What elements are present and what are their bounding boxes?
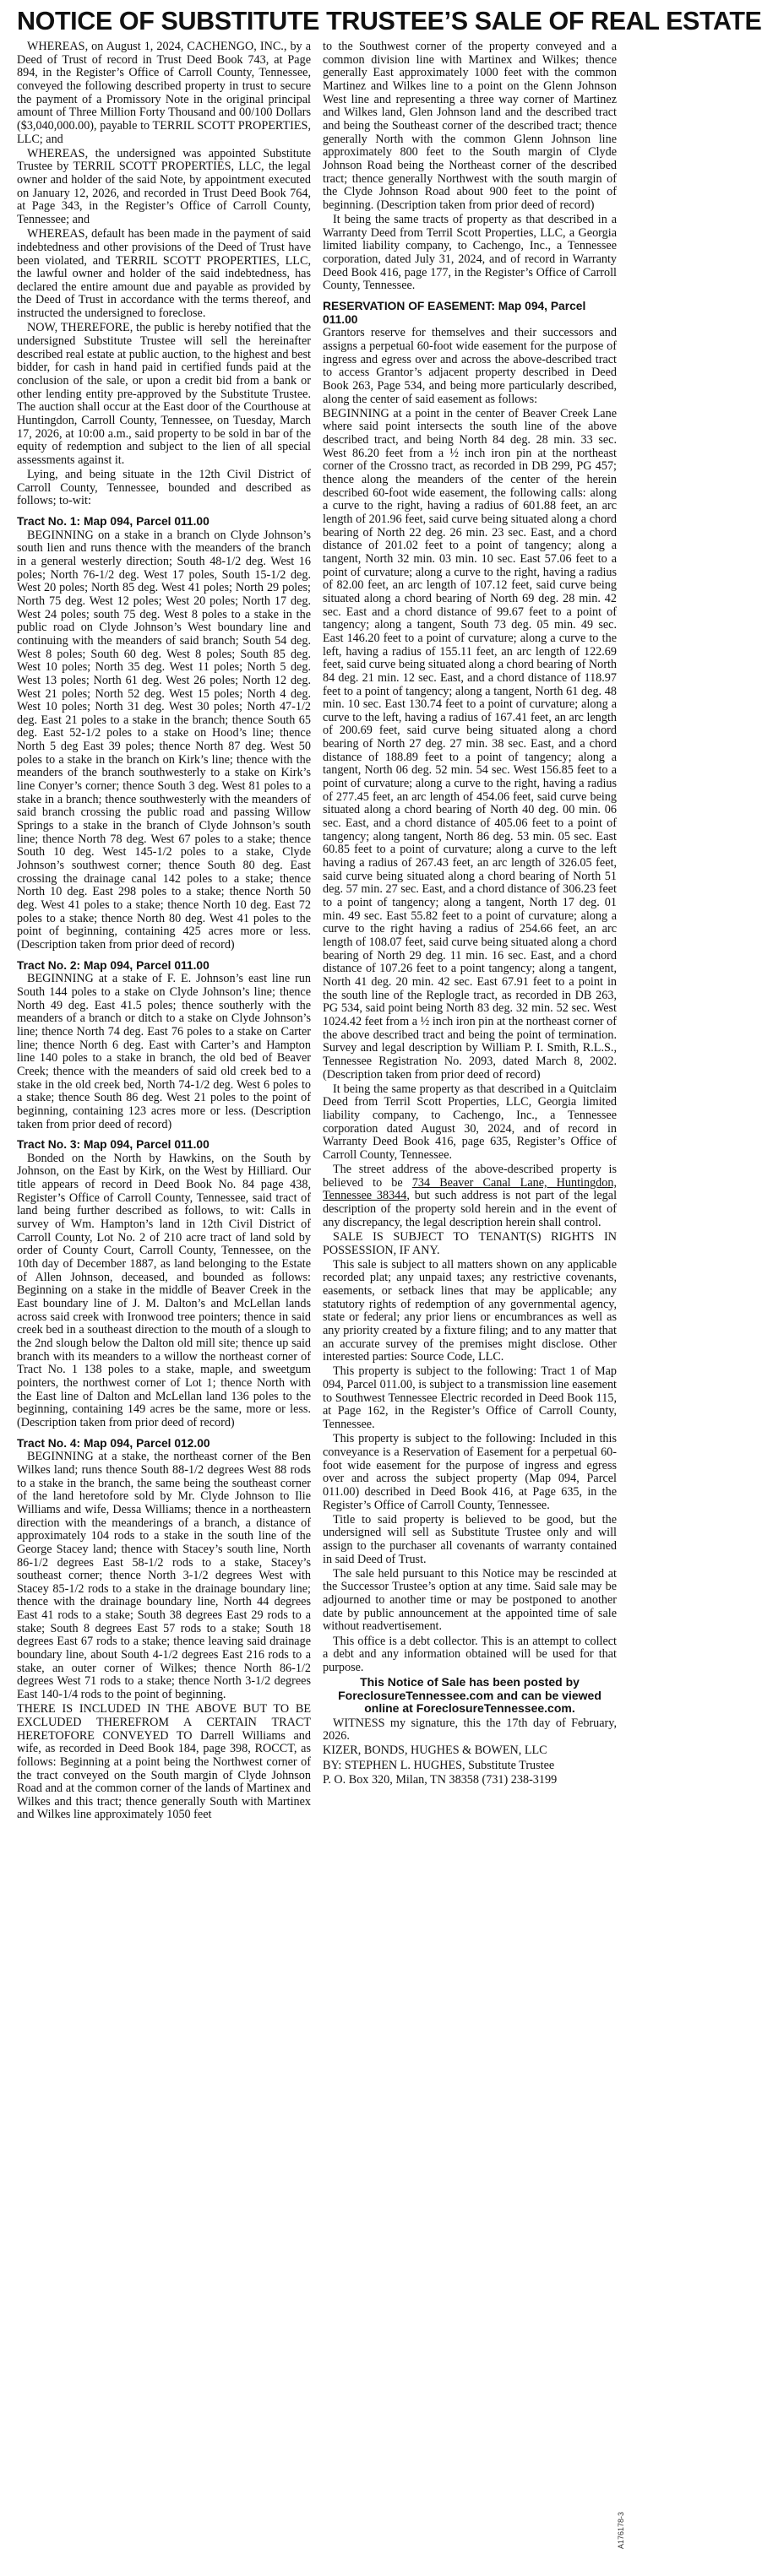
- body-paragraph: It being the same property as that described in a Quitclaim Deed from Terril Scott Properties, LLC, Georgia limited liability company, to Cachengo, Inc., a Tennessee corporation dated August 30, 2024, and of record in Warranty Deed Book 416, page 635, Register’s Office of Carroll County, Tennessee.: [323, 1082, 617, 1162]
- ad-slug-number: A176178-3: [617, 2511, 625, 2550]
- body-paragraph: Bonded on the North by Hawkins, on the South by Johnson, on the East by Kirk, on the West by Hilliard. Our title appears of record in Deed Book No. 84 page 438, Register’s Office of Carroll County, Tennessee, said tract of land being further described as follows, to wit: Calls in survey of Wm. Hampton’s land in 12th Civil District of Carroll County, Lot No. 2 of 210 acre tract of land sold by order of County Court, Carroll County, Tennessee, on the 10th day of December 1887, as land belonging to the Estate of Allen Johnson, deceased, and bounded as follows: Beginning on a stake in the middle of Beaver Creek in the East boundary line of J. M. Dalton’s and McLellan lands across said creek with Ironwood tree pointers; thence in said creek bed in a southeast direction to the mouth of a slough to the 2nd slough below the Dalton old mill site; thence up said branch with its meanders to a willow the northeast corner of Tract No. 1 138 poles to a stake, maple, and sweetgum pointers, the northwest corner of Lot 1; thence North with the East line of Dalton and McLellan land 136 poles to the beginning, containing 149 acres be the same, more or less. (Description taken from prior deed of record): [17, 1151, 311, 1429]
- body-paragraph: BEGINNING at a point in the center of Beaver Creek Lane where said point intersects the south line of the above described tract, and being North 84 deg. 28 min. 33 sec. West 86.20 feet from a ½ inch iron pin at the northeast corner of the Crossno tract, as recorded in DB 299, PG 457; thence along the meanders of the center of the herein described 60-foot wide easement, the following calls: along a curve to the right, having a radius of 601.88 feet, an arc length of 201.96 feet, said curve being situated along a chord bearing of North 22 deg. 26 min. 23 sec. East, and a chord distance of 201.02 feet to a point of tangency; along a tangent, North 32 min. 03 min. 10 sec. East 57.06 feet to a point of curvature; along a curve to the right, having a radius of 82.00 feet, an arc length of 107.12 feet, said curve being situated along a chord bearing of North 69 deg. 28 min. 42 sec. East and a chord distance of 99.67 feet to a point of tangency; along a tangent, South 73 deg. 05 min. 49 sec. East 146.20 feet to a point of curvature; along a curve to the left, having a radius of 155.11 feet, an arc length of 122.69 feet, said curve being situated along a chord bearing of North 84 deg. 21 min. 12 sec. East, and a chord distance of 118.97 feet to a point of tangency; along a tangent, North 61 deg. 48 min. 10 sec. East 130.74 feet to a point of curvature; along a curve to the left, having a radius of 167.41 feet, an arc length of 200.69 feet, said curve being situated along a chord bearing of North 27 deg. 27 min. 38 sec. East, and a chord distance of 188.89 feet to a point of tangency; along a tangent, North 06 deg. 52 min. 54 sec. West 156.85 feet to a point of curvature; along a curve to the right, having a radius of 277.45 feet, an arc length of 454.06 feet, said curve being situated along a chord bearing of North 40 deg. 00 min. 06 sec. East, and a chord distance of 405.06 feet to a point of tangency; along tangent, North 86 deg. 53 min. 05 sec. East 60.85 feet to a point of curvature; along a curve to the left having a radius of 267.43 feet, an arc length of 326.05 feet, said curve being situated along a chord bearing of North 51 deg. 57 min. 27 sec. East, and a chord distance of 306.23 feet to a point of tangency; along a tangent, North 17 deg. 01 min. 49 sec. East 55.82 feet to a point of curvature; along a curve to the right having a radius of 254.66 feet, an arc length of 108.07 feet, said curve being situated along a chord bearing of North 29 deg. 11 min. 16 sec. East, and a chord distance of 107.26 feet to a point tangency; along a tangent, North 41 deg. 20 min. 42 sec. East 67.91 feet to a point in the south line of the Replogle tract, as recorded in DB 263, PG 534, said point being North 83 deg. 32 min. 52 sec. West 1024.42 feet from a ½ inch iron pin at the northeast corner of the above described tract and being the point of termination. Survey and legal description by William P. I. Smith, R.L.S., Tennessee Registration No. 2093, dated March 8, 2002. (Description taken from prior deed of record): [323, 406, 617, 1082]
- body-paragraph: THERE IS INCLUDED IN THE ABOVE BUT TO BE EXCLUDED THEREFROM A CERTAIN TRACT HERETOFORE CONVEYED TO Darrell Williams and wife, as recorded in Deed Book 184, page 398, ROCCT, as follows: Beginning at a point being the Northwest corner of the tract conveyed on the South margin of Clyde Johnson Road and at the common corner of the lands of Martinex and Wilkes and this tract; thence generally South with Martinex and Wilkes line approximately 1050 feet: [17, 1702, 311, 1822]
- body-paragraph: Grantors reserve for themselves and their successors and assigns a perpetual 60-foot wide easement for the purpose of ingress and egress over and across the above-described tract to access Grantor’s adjacent property described in Deed Book 263, Page 534, and being more particularly described, along the center of said easement as follows:: [323, 326, 617, 406]
- signature-line: BY: STEPHEN L. HUGHES, Substitute Trustee: [323, 1758, 555, 1772]
- body-paragraph: WHEREAS, the undersigned was appointed Substitute Trustee by TERRIL SCOTT PROPERTIES, LLC, the legal owner and holder of the said Note, by appointment executed on January 12, 2026, and recorded in Trust Deed Book 764, at Page 343, in the Register’s Office of Carroll County, Tennessee; and: [17, 146, 311, 227]
- body-paragraph: This office is a debt collector. This is an attempt to collect a debt and any information obtained will be used for that purpose.: [323, 1634, 617, 1674]
- body-paragraph: This sale is subject to all matters shown on any applicable recorded plat; any unpaid taxes; any restrictive covenants, easements, or setback lines that may be applicable; any statutory rights of redemption of any governmental agency, state or federal; any prior liens or encumbrances as well as any priority created by a fixture filing; and to any matter that an accurate survey of the premises might disclose. Other interested parties: Source Code, LLC.: [323, 1257, 617, 1364]
- body-paragraph: This property is subject to the following: Included in this conveyance is a Reservation of Easement for a perpetual 60-foot wide easement for the purpose of ingress and egress over and across the subject property (Map 094, Parcel 011.00) described in Deed Book 416, at Page 635, in the Register’s Office of Carroll County, Tennessee.: [323, 1432, 617, 1512]
- address-disclaimer-text: , but such address is not part of the legal description of the property sold herein and in the event of any discrepancy, the legal description herein shall control.: [323, 1189, 618, 1229]
- body-paragraph: It being the same tracts of property as that described in a Warranty Deed from Terril Scott Properties, LLC, a Georgia limited liability company, to Cachengo, Inc., a Tennessee corporation, dated July 31, 2024, and of record in Warranty Deed Book 416, page 177, in the Register’s Office of Carroll County, Tennessee.: [323, 213, 617, 293]
- body-paragraph: BEGINNING at a stake of F. E. Johnson’s east line run South 144 poles to a stake on Clyde Johnson’s line; thence North 49 deg. East 41.5 poles; thence southerly with the meanders of a branch or ditch to a stake on Clyde Johnson’s line; thence North 74 deg. East 76 poles to a stake on Carter line; thence North 6 deg. East with Carter’s and Hampton line 140 poles to a stake in branch, the old bed of Beaver Creek; thence with the meanders of said old creek bed to a stake in the old creek bed, North 74-1/2 deg. West 6 poles to a stake; thence South 86 deg. West 21 poles to the point of beginning, containing 123 acres more or less. (Description taken from prior deed of record): [17, 972, 311, 1131]
- body-paragraph: to the Southwest corner of the property conveyed and a common division line with Martinex and Wilkes; thence generally East approximately 1000 feet with the common Martinez and Wilkes line to a point on the Glenn Johnson West line and representing a three way corner of Martinez and Wilkes land, Glen Johnson land and the described tract and being the Southeast corner of the described tract; thence generally North with the common Glenn Johnson line approximately 800 feet to the South margin of Clyde Johnson Road being the Northeast corner of the described tract; thence generally Northwest with the south margin of the Clyde Johnson Road about 900 feet to the point of beginning. (Description taken from prior deed of record): [323, 40, 617, 212]
- body-paragraph: Title to said property is believed to be good, but the undersigned will sell as Substitute Trustee only and will assign to the purchaser all covenants of warranty contained in said Deed of Trust.: [323, 1512, 617, 1566]
- body-paragraph: The sale held pursuant to this Notice may be rescinded at the Successor Trustee’s option at any time. Said sale may be adjourned to another time or may be postponed to another date by public announcement at the appointed time of sale without readvertisement.: [323, 1566, 617, 1634]
- body-paragraph: WHEREAS, on August 1, 2024, CACHENGO, INC., by a Deed of Trust of record in Trust Deed Book 743, at Page 894, in the Register’s Office of Carroll County, Tennessee, conveyed the following described property in trust to secure the payment of a Promissory Note in the original principal amount of Three Million Forty Thousand and 00/100 Dollars ($3,040,000.00), payable to TERRIL SCOTT PROPERTIES, LLC; and: [17, 40, 311, 146]
- body-paragraph: BEGINNING at a stake, the northeast corner of the Ben Wilkes land; runs thence South 88-1/2 degrees West 88 rods to a stake in the branch, the same being the southeast corner of the land heretofore sold by Mr. Clyde Johnson to Ilie Williams and wife, Dessa Williams; thence in a northeastern direction with the meanderings of a branch, a distance of approximately 104 rods to a stake in the south line of the George Stacey land; thence with Stacey’s south line, North 86-1/2 degrees East 58-1/2 rods to a stake, Stacey’s southeast corner; thence North 3-1/2 degrees West with Stacey 85-1/2 rods to a stake in the drainage boundary line; thence with the drainage boundary line, North 44 degrees East 41 rods to a stake; South 38 degrees East 29 rods to a stake; South 8 degrees East 57 rods to a stake; South 18 degrees East 67 rods to a stake; thence leaving said drainage boundary line, about South 4-1/2 degrees East 216 rods to a stake, an outer corner of Wilkes; thence North 86-1/2 degrees West 71 rods to a stake; thence North 3-1/2 degrees East 140-1/4 rods to the point of beginning.: [17, 1450, 311, 1702]
- signature-line: KIZER, BONDS, HUGHES & BOWEN, LLC: [323, 1744, 547, 1758]
- body-paragraph: NOW, THEREFORE, the public is hereby notified that the undersigned Substitute Trustee will sell the hereinafter described real estate at public auction, to the highest and best bidder, for cash in hand paid in certified funds paid at the conclusion of the sale, or upon a credit bid from a bank or other lending entity pre-approved by the Substitute Trustee. The auction shall occur at the East door of the Courthouse at Huntingdon, Carroll County, Tennessee, on Tuesday, March 17, 2026, at 10:00 a.m., said property to be sold in bar of the equity of redemption and subject to the lien of all special assessments against it.: [17, 321, 311, 467]
- body-paragraph: WHEREAS, default has been made in the payment of said indebtedness and other provisions of the Deed of Trust have been violated, and TERRIL SCOTT PROPERTIES, LLC, the lawful owner and holder of the said indebtedness, has declared the entire amount due and payable as provided by the Deed of Trust in accordance with the terms thereof, and instructed the undersigned to foreclose.: [17, 227, 311, 321]
- signature-line: P. O. Box 320, Milan, TN 38358 (731) 238-3199: [323, 1772, 558, 1787]
- notice-title: NOTICE OF SUBSTITUTE TRUSTEE’S SALE OF REAL ESTATE: [17, 7, 762, 35]
- body-paragraph: Lying, and being situate in the 12th Civil District of Carroll County, Tennessee, bounded and described as follows; to-wit:: [17, 468, 311, 508]
- section-heading: Tract No. 2: Map 094, Parcel 011.00: [17, 958, 210, 972]
- notice-column-right: [323, 41, 617, 2565]
- notice-columns: [17, 41, 617, 2565]
- section-heading: Tract No. 4: Map 094, Parcel 012.00: [17, 1436, 210, 1450]
- body-paragraph: BEGINNING on a stake in a branch on Clyde Johnson’s south lien and runs thence with the meanders of the branch in a general westerly direction; South 48-1/2 deg. West 16 poles; North 76-1/2 deg. West 17 poles, South 15-1/2 deg. West 20 poles; North 85 deg. West 41 poles; North 29 poles; North 75 deg. West 12 poles; West 20 poles; North 17 deg. West 24 poles; south 75 deg. West 8 poles to a stake in the public road on Clyde Johnson’s West boundary line and continuing with the meanders of said branch; South 54 deg. West 8 poles; South 60 deg. West 8 poles; South 85 deg. West 10 poles; North 35 deg. West 11 poles; North 5 deg. West 13 poles; North 61 deg. West 26 poles; North 12 deg. West 21 poles; North 52 deg. West 15 poles; North 4 deg. West 10 poles; North 31 deg. West 30 poles; North 47-1/2 deg. East 21 poles to a stake in the branch; thence South 65 deg. East 52-1/2 poles to a stake on Hood’s line; thence North 5 deg East 39 poles; thence North 87 deg. West 50 poles to a stake in the branch on Kirk’s line; thence with the meanders of the branch southwesterly to a stake on Kirk’s line Conyer’s corner; thence South 3 deg. West 81 poles to a stake in a branch; thence southwesterly with the meanders of said branch crossing the public road and passing Willow Springs to a stake in the branch of Clyde Johnson’s south line; thence North 78 deg. West 67 poles to a stake; thence South 10 deg. West 145-1/2 poles to a stake, Clyde Johnson’s southwest corner; thence South 80 deg. East crossing the drainage canal 142 poles to a stake; thence North 10 deg. East 298 poles to a stake; thence North 50 deg. West 41 poles to a stake; thence North 10 deg. East 72 poles to a stake; thence North 80 deg. West 41 poles to the point of beginning, containing 425 acres more or less. (Description taken from prior deed of record): [17, 528, 311, 952]
- street-address-paragraph: [323, 1163, 617, 1229]
- street-address: 734 Beaver Canal Lane, Huntingdon, Tennessee 38344: [323, 1175, 618, 1203]
- body-paragraph: SALE IS SUBJECT TO TENANT(S) RIGHTS IN POSSESSION, IF ANY.: [323, 1229, 617, 1257]
- notice-column-left: [17, 41, 311, 2565]
- section-heading: Tract No. 3: Map 094, Parcel 011.00: [17, 1138, 210, 1152]
- posting-notice: This Notice of Sale has been posted by ForeclosureTennessee.com and can be viewed online at ForeclosureTennessee.com.: [338, 1675, 601, 1716]
- section-heading: Tract No. 1: Map 094, Parcel 011.00: [17, 514, 210, 528]
- address-intro-text: The street address of the above-described property is believed to be: [323, 1163, 617, 1190]
- section-heading: RESERVATION OF EASEMENT: Map 094, Parcel 011.00: [323, 299, 586, 326]
- body-paragraph: This property is subject to the following: Tract 1 of Map 094, Parcel 011.00, is subject to a transmission line easement to Southwest Tennessee Electric recorded in Deed Book 115, at Page 162, in the Register’s Office of Carroll County, Tennessee.: [323, 1364, 617, 1432]
- body-paragraph: WITNESS my signature, this the 17th day of February, 2026.: [323, 1716, 617, 1744]
